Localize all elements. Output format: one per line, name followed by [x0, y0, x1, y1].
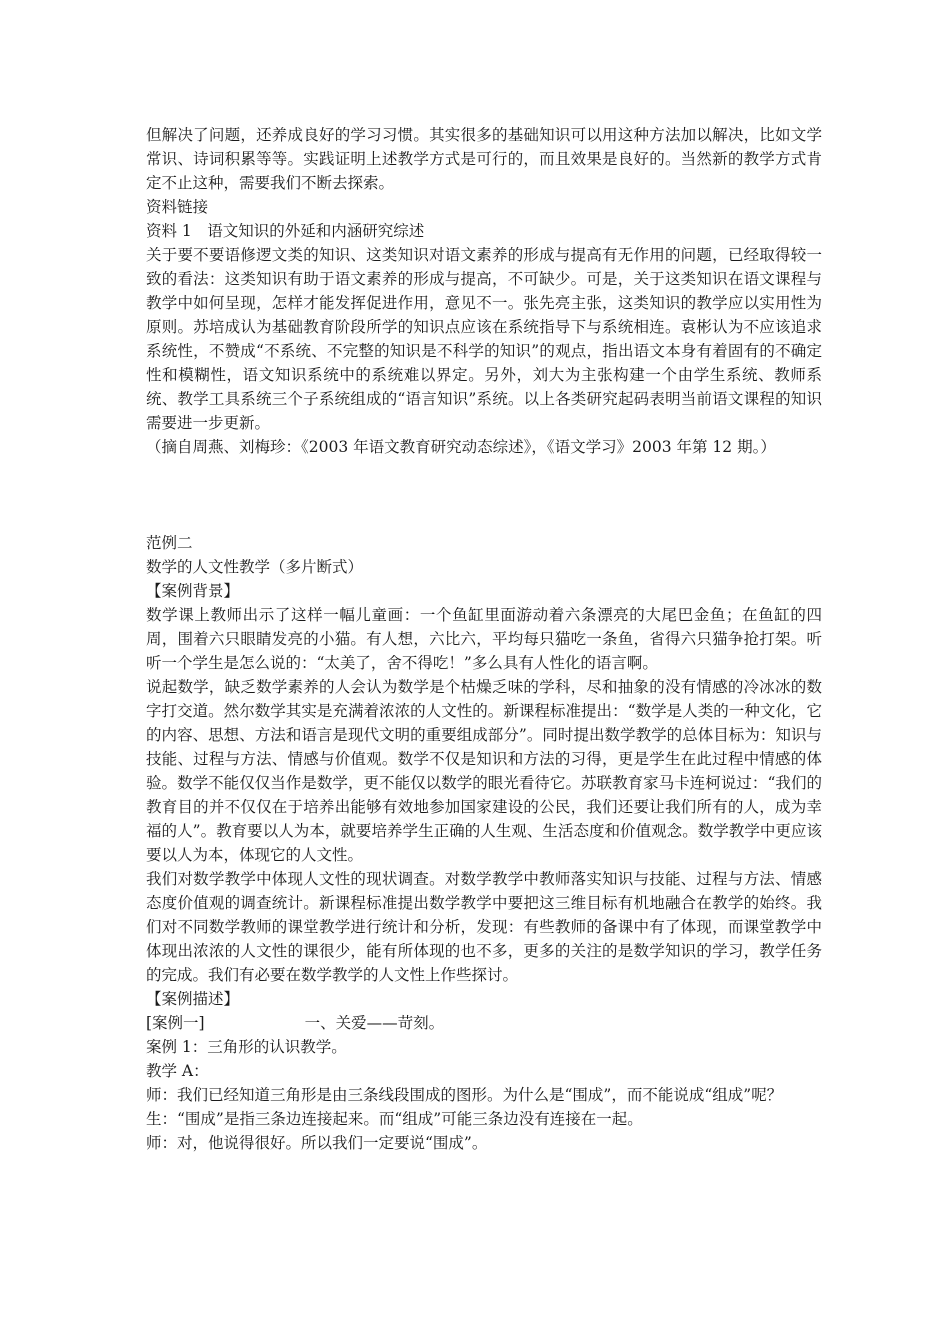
case-label: [案例一]	[146, 1014, 205, 1032]
heading-example: 范例二	[146, 534, 193, 552]
heading-description: 【案例描述】	[146, 990, 240, 1008]
paragraph-background-3: 我们对数学教学中体现人文性的现状调查。对数学教学中教师落实知识与技能、过程与方法、情感态度价值观的调查统计。新课程标准提出数学教学中要把这三维目标有机地融合在教学的始终。我们对不同数学教师的课堂教学进行统计和分析，发现：有些教师的备课中有了体现，而课堂教学中体现出浓浓的人文性的课很少，能有所体现的也不多，更多的关注的是数学知识的学习，教学任务的完成。我们有必要在数学教学的人文性上作些探讨。	[146, 870, 822, 984]
heading-background: 【案例背景】	[146, 582, 240, 600]
section-gap	[146, 459, 822, 531]
case-title: 一、关爱——苛刻。	[304, 1014, 445, 1032]
paragraph-background-1: 数学课上教师出示了这样一幅儿童画：一个鱼缸里面游动着六条漂亮的大尾巴金鱼；在鱼缸的四周，围着六只眼睛发亮的小猫。有人想，六比六，平均每只猫吃一条鱼，省得六只猫争抢打架。听听一个学生是怎么说的：“太美了，舍不得吃！”多么具有人性化的语言啊。	[146, 606, 822, 672]
case-heading-line	[146, 1011, 822, 1035]
document-body	[146, 123, 822, 1155]
paragraph-intro: 但解决了问题，还养成良好的学习习惯。其实很多的基础知识可以用这种方法加以解决，比如文学常识、诗词积累等等。实践证明上述教学方式是可行的，而且效果是良好的。当然新的教学方式肯定不止这种，需要我们不断去探索。	[146, 126, 822, 192]
paragraph-background-2: 说起数学，缺乏数学素养的人会认为数学是个枯燥乏味的学科，尽和抽象的没有情感的冷冰冰的数字打交道。然尔数学其实是充满着浓浓的人文性的。新课程标准提出：“数学是人类的一种文化，它的内容、思想、方法和语言是现代文明的重要组成部分”。同时提出数学教学的总体目标为：知识与技能、过程与方法、情感与价值观。数学不仅是知识和方法的习得，更是学生在此过程中情感的体验。数学不能仅仅当作是数学，更不能仅以数学的眼光看待它。苏联教育家马卡连柯说过：“我们的教育目的并不仅仅在于培养出能够有效地参加国家建设的公民，我们还要让我们所有的人，成为幸福的人”。教育要以人为本，就要培养学生正确的人生观、生活态度和价值观念。数学教学中更应该要以人为本，体现它的人文性。	[146, 678, 822, 864]
dialog-student-1: 生：“围成”是指三条边连接起来。而“组成”可能三条边没有连接在一起。	[146, 1110, 643, 1128]
citation: （摘自周燕、刘梅珍：《2003 年语文教育研究动态综述》，《语文学习》2003 年第 12 期。）	[146, 438, 776, 456]
dialog-teacher-2: 师：对，他说得很好。所以我们一定要说“围成”。	[146, 1134, 488, 1152]
case-1: 案例 1：三角形的认识教学。	[146, 1038, 347, 1056]
heading-links: 资料链接	[146, 198, 209, 216]
paragraph-material: 关于要不要语修逻文类的知识、这类知识对语文素养的形成与提高有无作用的问题，已经取得较一致的看法：这类知识有助于语文素养的形成与提高，不可缺少。可是，关于这类知识在语文课程与教学中如何呈现，怎样才能发挥促进作用，意见不一。张先亮主张，这类知识的教学应以实用性为原则。苏培成认为基础教育阶段所学的知识点应该在系统指导下与系统相连。袁彬认为不应该追求系统性，不赞成“不系统、不完整的知识是不科学的知识”的观点，指出语文本身有着固有的不确定性和模糊性，语文知识系统中的系统难以界定。另外，刘大为主张构建一个由学生系统、教师系统、教学工具系统三个子系统组成的“语言知识”系统。以上各类研究起码表明当前语文课程的知识需要进一步更新。	[146, 246, 822, 432]
heading-title: 数学的人文性教学（多片断式）	[146, 558, 364, 576]
teaching-a: 教学 A：	[146, 1062, 209, 1080]
heading-material: 资料 1 语文知识的外延和内涵研究综述	[146, 222, 425, 240]
dialog-teacher-1: 师：我们已经知道三角形是由三条线段围成的图形。为什么是“围成”，而不能说成“组成”呢？	[146, 1086, 783, 1104]
